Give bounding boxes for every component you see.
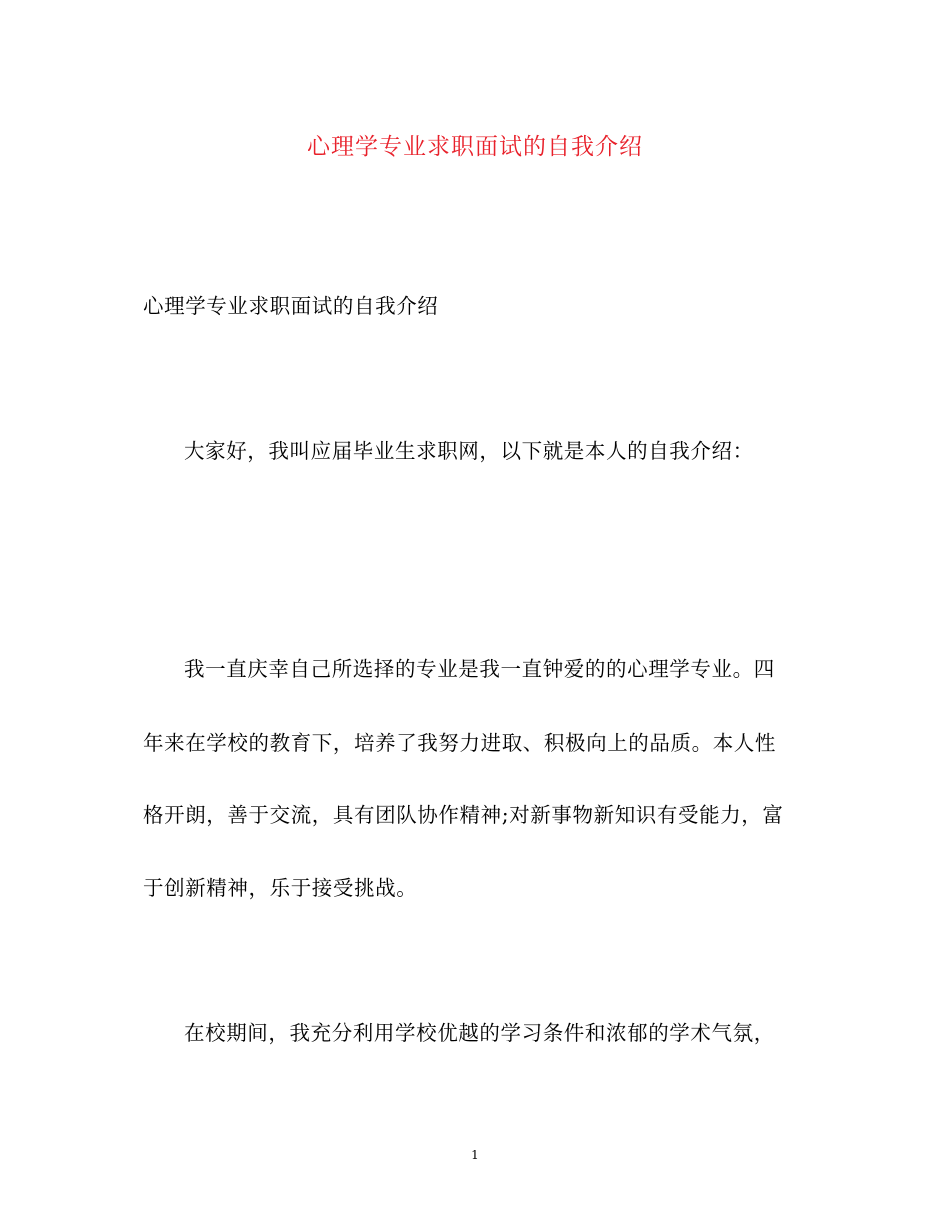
document-subtitle: 心理学专业求职面试的自我介绍 — [143, 294, 439, 318]
paragraph-1-line-4: 于创新精神，乐于接受挑战。 — [143, 876, 418, 900]
paragraph-2-line-1: 在校期间，我充分利用学校优越的学习条件和浓郁的学术气氛， — [184, 1021, 775, 1045]
page-number: 1 — [471, 1148, 479, 1162]
greeting-paragraph: 大家好，我叫应届毕业生求职网，以下就是本人的自我介绍： — [184, 439, 754, 463]
document-title: 心理学专业求职面试的自我介绍 — [307, 134, 643, 160]
paragraph-1-line-3: 格开朗，善于交流，具有团队协作精神;对新事物新知识有受能力，富 — [143, 803, 784, 827]
paragraph-1-line-1: 我一直庆幸自己所选择的专业是我一直钟爱的的心理学专业。四 — [184, 657, 775, 681]
paragraph-1-line-2: 年来在学校的教育下，培养了我努力进取、积极向上的品质。本人性 — [143, 731, 776, 755]
